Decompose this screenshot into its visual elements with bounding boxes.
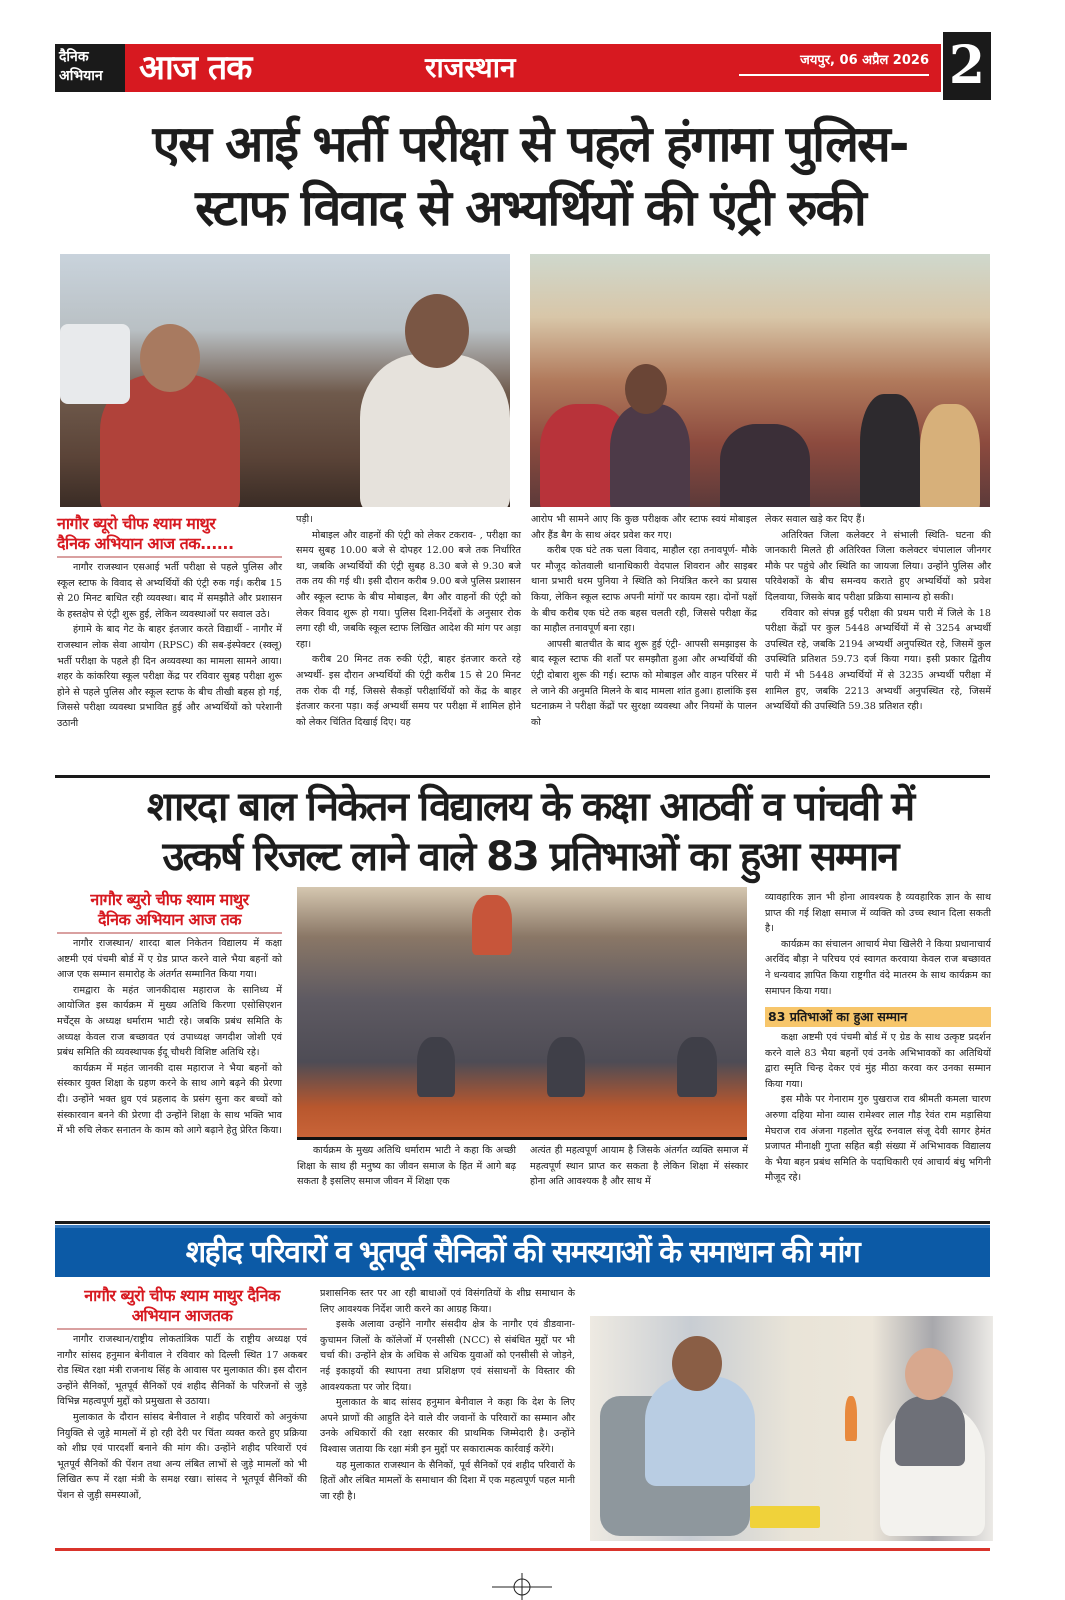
photo-figure xyxy=(677,1037,717,1097)
masthead xyxy=(55,44,941,92)
paragraph: नागौर राजस्थान/ शारदा बाल निकेतन विद्यालय में कक्षा अष्टमी एवं पंचमी बोर्ड में ए ग्रेड प्राप्त करने वाले भैया बहनों को आज एक सम्मान समारोह के अंतर्गत सम्मानित किया गया। xyxy=(57,938,282,981)
mp-meeting-defence-minister-photo xyxy=(590,1316,993,1541)
story2-headline xyxy=(40,782,1020,882)
story2-column-3 xyxy=(530,1143,748,1190)
photo-statue xyxy=(845,1396,857,1441)
paragraph: व्यावहारिक ज्ञान भी होना आवश्यक है व्यवहारिक ज्ञान के साथ प्राप्त की गई शिक्षा समाज में व्यक्ति को उच्च स्थान दिला सकती है। xyxy=(765,892,991,935)
story3-headline-band xyxy=(55,1225,990,1277)
story1-column-2 xyxy=(296,512,521,730)
story1-byline-line1: नागौर ब्यूरो चीफ श्याम माथुर xyxy=(57,514,216,533)
brand-small-line1: दैनिक xyxy=(59,49,89,65)
paragraph: पड़ी। xyxy=(296,514,313,525)
photo-figure xyxy=(860,394,920,507)
paragraph: लेकर सवाल खड़े कर दिए हैं। xyxy=(765,514,865,525)
paragraph: कार्यक्रम के मुख्य अतिथि धर्माराम भाटी ने कहा कि अच्छी शिक्षा के साथ ही मनुष्य का जीवन समाज के हित में आगे बढ़ सकता है इसलिए समाज जीवन में शिक्षा एक xyxy=(297,1145,516,1188)
photo-figure xyxy=(905,1348,953,1400)
story1-byline-line2: दैनिक अभियान आज तक...... xyxy=(57,534,234,553)
photo-figure xyxy=(625,364,667,414)
photo-figure xyxy=(720,424,810,507)
photo-book xyxy=(750,1506,820,1528)
page-number: 2 xyxy=(943,32,991,100)
story2-byline-line1: नागौर ब्युरो चीफ श्याम माथुर xyxy=(90,890,249,909)
paragraph: नागौर राजस्थान/राष्ट्रीय लोकतांत्रिक पार्टी के राष्ट्रीय अध्यक्ष एवं नागौर सांसद हनुमान बेनीवाल ने रविवार को दिल्ली स्थित 17 अकबर रोड स्थित रक्षा मंत्री राजनाथ सिंह के आवास पर मुलाकात की। इस दौरान उन्होंने सैनिकों, भूतपूर्व सैनिकों एवं शहीद सैनिकों के परिजनों से जुड़े विभिन्न महत्वपूर्ण मुद्दों को प्रमुखता से उठाया। xyxy=(57,1334,307,1408)
story1-column-1 xyxy=(57,560,282,732)
dateline-rule xyxy=(739,74,929,76)
police-staff-argument-photo xyxy=(60,254,510,507)
brand-small-line2: अभियान xyxy=(59,68,103,84)
paragraph: अत्यंत ही महत्वपूर्ण आयाम है जिसके अंतर्गत व्यक्ति समाज में महत्वपूर्ण स्थान प्राप्त कर सकता है लेकिन शिक्षा में संस्कार होना अति आवश्यक है और साथ में xyxy=(530,1145,748,1188)
paragraph: रविवार को संपन्न हुई परीक्षा की प्रथम पारी में जिले के 18 परीक्षा केंद्रों पर कुल 5448 अभ्यर्थियों में से 3254 अभ्यर्थी उपस्थित रहे, जबकि 2194 अभ्यर्थी अनुपस्थित रहे, जिसमें कुल उपस्थिति प्रतिशत 59.73 दर्ज किया गया। इसी प्रकार द्वितीय पारी में भी 5448 अभ्यर्थियों में से 3235 अभ्यर्थी परीक्षा में शामिल हुए, जबकि 2213 अभ्यर्थी अनुपस्थित रहे, जिसमें अभ्यर्थियों की उपस्थिति 59.38 प्रतिशत रही। xyxy=(765,607,991,713)
story3-column-2 xyxy=(320,1286,575,1504)
story1-byline xyxy=(57,514,234,554)
byline-rule xyxy=(57,1328,307,1330)
paragraph: कक्षा अष्टमी एवं पंचमी बोर्ड में ए ग्रेड के साथ उत्कृष्ट प्रदर्शन करने वाले 83 भैया बहनों एवं उनके अभिभावकों का अतिथियों द्वारा स्मृति चिन्ह देकर एवं मुंह मीठा करवा कर उनका सम्मान किया गया। xyxy=(765,1032,991,1090)
byline-rule xyxy=(57,932,282,934)
registration-mark-icon xyxy=(492,1573,552,1600)
photo-figure xyxy=(140,324,200,392)
story3-byline-line2: अभियान आजतक xyxy=(131,1306,233,1325)
candidates-waiting-queue-photo xyxy=(530,254,990,507)
story1-headline-line1: एस आई भर्ती परीक्षा से पहले हंगामा पुलिस- xyxy=(152,115,908,173)
story2-headline-line1: शारदा बाल निकेतन विद्यालय के कक्षा आठवीं व पांचवी में xyxy=(146,784,914,830)
photo-figure xyxy=(895,1396,965,1466)
photo-car xyxy=(60,324,130,404)
paragraph: नागौर राजस्थान एसआई भर्ती परीक्षा से पहले पुलिस और स्कूल स्टाफ के विवाद से अभ्यर्थियों की एंट्री रुक गई। करीब 15 से 20 मिनट बाधित रही व्यवस्था। बाद में समझौते और प्रशासन के हस्तक्षेप से एंट्री शुरू हुई, लेकिन व्यवस्थाओं पर सवाल उठे। xyxy=(57,562,282,620)
photo-figure xyxy=(920,404,980,507)
story3-byline xyxy=(57,1286,307,1326)
paragraph: हंगामे के बाद गेट के बाहर इंतजार करते विद्यार्थी - नागौर में राजस्थान लोक सेवा आयोग (RPSC) की सब-इंस्पेक्टर (स्क्लू) भर्ती परीक्षा के पहले ही दिन अव्यवस्था का मामला सामने आया। शहर के कांकरिया स्कूल परीक्षा केंद्र पर रविवार सुबह परीक्षा शुरू होने से पहले पुलिस और स्कूल स्टाफ के बीच तीखी बहस हो गई, जिससे परीक्षा व्यवस्था प्रभावित हुई और अभ्यर्थियों को परेशानी उठानी xyxy=(57,624,282,729)
story2-headline-line2: उत्कर्ष रिजल्ट लाने वाले 83 प्रतिभाओं का हुआ सम्मान xyxy=(162,834,898,880)
paragraph: करीब 20 मिनट तक रुकी एंट्री, बाहर इंतजार करते रहे अभ्यर्थी- इस दौरान अभ्यर्थियों की एंट्री करीब 15 से 20 मिनट तक रोक दी गई, जिससे सैकड़ों परीक्षार्थियों को केंद्र के बाहर इंतजार करना पड़ा। कई अभ्यर्थी समय पर परीक्षा में शामिल होने को लेकर चिंतित दिखाई दिए। यह xyxy=(296,654,521,728)
paragraph: कार्यक्रम का संचालन आचार्य मेघा खिलेरी ने किया प्रधानाचार्य अरविंद बौड़ा ने परिचय एवं स्वागत करवाया केवल राज बच्छावत ने धन्यवाद ज्ञापित किया राष्ट्रगीत वंदे मातरम के साथ कार्यक्रम का समापन किया गया। xyxy=(765,938,991,997)
students-seated-ceremony-photo xyxy=(297,887,747,1140)
paragraph: प्रशासनिक स्तर पर आ रही बाधाओं एवं विसंगतियों के शीघ्र समाधान के लिए आवश्यक निर्देश जारी करने का आग्रह किया। xyxy=(320,1288,575,1315)
paragraph: कार्यक्रम में महंत जानकी दास महाराज ने भैया बहनों को संस्कार युक्त शिक्षा के ग्रहण करने के साथ आगे बढ़ने की प्रेरणा दी। उन्होंने भक्त ध्रुव एवं प्रहलाद के प्रसंग सुना कर बच्चों को संस्कारवान बनने की प्रेरणा दी उन्होंने शिक्षा के साथ भक्ति भाव में भी रुचि लेकर सनातन के काम को आगे बढ़ाने हेतु प्रेरित किया। xyxy=(57,1062,282,1137)
paragraph: रामद्वारा के महंत जानकीदास महाराज के सानिध्य में आयोजित इस कार्यक्रम में मुख्य अतिथि किरणा एसोसिएशन मर्चेंट्स के अध्यक्ष धर्माराम भाटी रहे। जबकि प्रबंध समिति के अध्यक्ष केवल राज बच्छावत एवं उपाध्यक्ष जगदीश जोशी एवं प्रबंध समिति की व्यवस्थापक ईंदू चौधरी विशिष्ट अतिथि रहे। xyxy=(57,984,282,1059)
section-divider xyxy=(55,1221,990,1224)
paragraph: इस मौके पर गेनाराम गुरु पुखराज राव श्रीमती कमला चारण अरुणा दहिया मोना व्यास रामेश्वर लाल गौड़ रेवंत राम मड़ासिया मेघराज राव अंजना गहलोत सुरेंद्र रुनवाल संजू देवी सागर हेमंत प्रजापत मीनाक्षी गुप्ता सहित बड़ी संख्या में अभिभावक विद्यालय के भैया बहन प्रबंध समिति के पदाधिकारी एवं आचार्य बंधु भगिनी मौजूद रहे। xyxy=(765,1094,991,1184)
story2-byline-line2: दैनिक अभियान आज तक xyxy=(97,910,242,929)
story1-column-3 xyxy=(531,512,757,730)
paragraph: करीब एक घंटे तक चला विवाद, माहौल रहा तनावपूर्ण- मौके पर मौजूद कोतवाली थानाधिकारी वेदपाल शिवरान और साइबर थाना प्रभारी धरम पुनिया ने स्थिति को नियंत्रित करने का प्रयास किया, लेकिन स्कूल स्टाफ अपनी मांगों पर कायम रहा। दोनों पक्षों के बीच करीब एक घंटे तक बहस चलती रही, जिससे परीक्षा केंद्र का माहौल तनावपूर्ण बना रहा। xyxy=(531,545,757,635)
story2-column-2 xyxy=(297,1143,516,1190)
story3-column-1 xyxy=(57,1332,307,1504)
brand-logo-main: आज तक xyxy=(139,48,252,88)
page-bottom-rule xyxy=(55,1548,990,1551)
dateline: जयपुर, 06 अप्रैल 2026 xyxy=(800,53,929,68)
photo-figure xyxy=(472,895,512,955)
story3-byline-line1: नागौर ब्युरो चीफ श्याम माथुर दैनिक xyxy=(84,1286,280,1305)
photo-figure xyxy=(645,1376,755,1486)
photo-figure xyxy=(547,1037,585,1097)
paragraph: मोबाइल और वाहनों की एंट्री को लेकर टकराव- , परीक्षा का समय सुबह 10.00 बजे से दोपहर 12.00 बजे तक निर्धारित था, जबकि अभ्यर्थियों की एंट्री सुबह 8.30 बजे से 9.30 बजे तक तय की गई थी। इसी दौरान करीब 9.00 बजे पुलिस प्रशासन और स्कूल स्टाफ के बीच मोबाइल, बैग और वाहनों की एंट्री को लेकर विवाद शुरू हो गया। पुलिस दिशा-निर्देशों के अनुसार रोक लगा रही थी, जबकि स्कूल स्टाफ लिखित आदेश की मांग पर अड़ा रहा। xyxy=(296,529,521,650)
photo-figure xyxy=(417,1037,455,1097)
photo-figure xyxy=(405,294,469,368)
photo-figure xyxy=(360,354,510,507)
byline-rule xyxy=(57,556,282,558)
photo-figure xyxy=(672,1336,722,1391)
story2-subhead: 83 प्रतिभाओं का हुआ सम्मान xyxy=(765,1007,991,1027)
photo-figure xyxy=(610,404,690,507)
section-divider xyxy=(55,775,990,778)
story2-column-4-bottom xyxy=(765,1030,991,1186)
story2-column-4-top xyxy=(765,890,991,999)
story1-headline xyxy=(40,112,1020,240)
paragraph: अतिरिक्त जिला कलेक्टर ने संभाली स्थिति- घटना की जानकारी मिलते ही अतिरिक्त जिला कलेक्टर चंपालाल जीनगर मौके पर पहुंचे और स्थिति का जायजा लिया। उन्होंने पुलिस और परिवेशकों के बीच समन्वय कराते हुए अभ्यर्थियों को प्रवेश दिलवाया, जिसके बाद परीक्षा प्रक्रिया सामान्य हो सकी। xyxy=(765,529,991,603)
story1-column-4 xyxy=(765,512,991,715)
section-name: राजस्थान xyxy=(425,51,516,84)
paragraph: मुलाकात के बाद सांसद हनुमान बेनीवाल ने कहा कि देश के लिए अपने प्राणों की आहुति देने वाले वीर जवानों के परिवारों का सम्मान और उनके अधिकारों की रक्षा सरकार की प्राथमिक जिम्मेदारी है। उन्होंने विश्वास जताया कि रक्षा मंत्री इन मुद्दों पर सकारात्मक कार्रवाई करेंगे। xyxy=(320,1397,575,1455)
paragraph: आरोप भी सामने आए कि कुछ परीक्षक और स्टाफ स्वयं मोबाइल और हैंड बैग के साथ अंदर प्रवेश कर गए। xyxy=(531,514,757,541)
paragraph: मुलाकात के दौरान सांसद बेनीवाल ने शहीद परिवारों को अनुकंपा नियुक्ति से जुड़े मामलों में हो रही देरी पर चिंता व्यक्त करते हुए प्रक्रिया को शीघ्र एवं पारदर्शी बनाने की मांग की। उन्होंने शहीद परिवारों एवं भूतपूर्व सैनिकों की पेंशन तथा अन्य लंबित लाभों से जुड़े मामलों को भी लिखित रूप में रक्षा मंत्री के समक्ष रखा। सांसद ने भूतपूर्व सैनिकों की पेंशन से जुड़ी समस्याओं, xyxy=(57,1411,307,1501)
paragraph: यह मुलाकात राजस्थान के सैनिकों, पूर्व सैनिकों एवं शहीद परिवारों के हितों और लंबित मामलों के समाधान की दिशा में एक महत्वपूर्ण पहल मानी जा रही है। xyxy=(320,1459,575,1502)
brand-logo-small xyxy=(55,44,125,92)
story2-column-1 xyxy=(57,936,282,1139)
story1-headline-line2: स्टाफ विवाद से अभ्यर्थियों की एंट्री रुकी xyxy=(195,179,865,237)
story2-byline xyxy=(57,890,282,930)
story3-headline: शहीद परिवारों व भूतपूर्व सैनिकों की समस्याओं के समाधान की मांग xyxy=(185,1235,860,1270)
paragraph: आपसी बातचीत के बाद शुरू हुई एंट्री- आपसी समझाइस के बाद स्कूल स्टाफ की शर्तों पर समझौता हुआ और अभ्यर्थियों की एंट्री दोबारा शुरू की गई। स्टाफ को मोबाइल और वाहन परिसर में ले जाने की अनुमति मिलने के बाद मामला शांत हुआ। हालांकि इस घटनाक्रम ने परीक्षा केंद्रों पर सुरक्षा व्यवस्था और नियमों के पालन को xyxy=(531,638,757,728)
paragraph: इसके अलावा उन्होंने नागौर संसदीय क्षेत्र के नागौर एवं डीडवाना-कुचामन जिलों के कॉलेजों में एनसीसी (NCC) से संबंधित मुद्दों पर भी चर्चा की। उन्होंने क्षेत्र के अधिक से अधिक युवाओं को एनसीसी से जोड़ने, नई इकाइयों की स्थापना तथा प्रशिक्षण एवं संसाधनों के विस्तार की आवश्यकता पर जोर दिया। xyxy=(320,1319,575,1393)
